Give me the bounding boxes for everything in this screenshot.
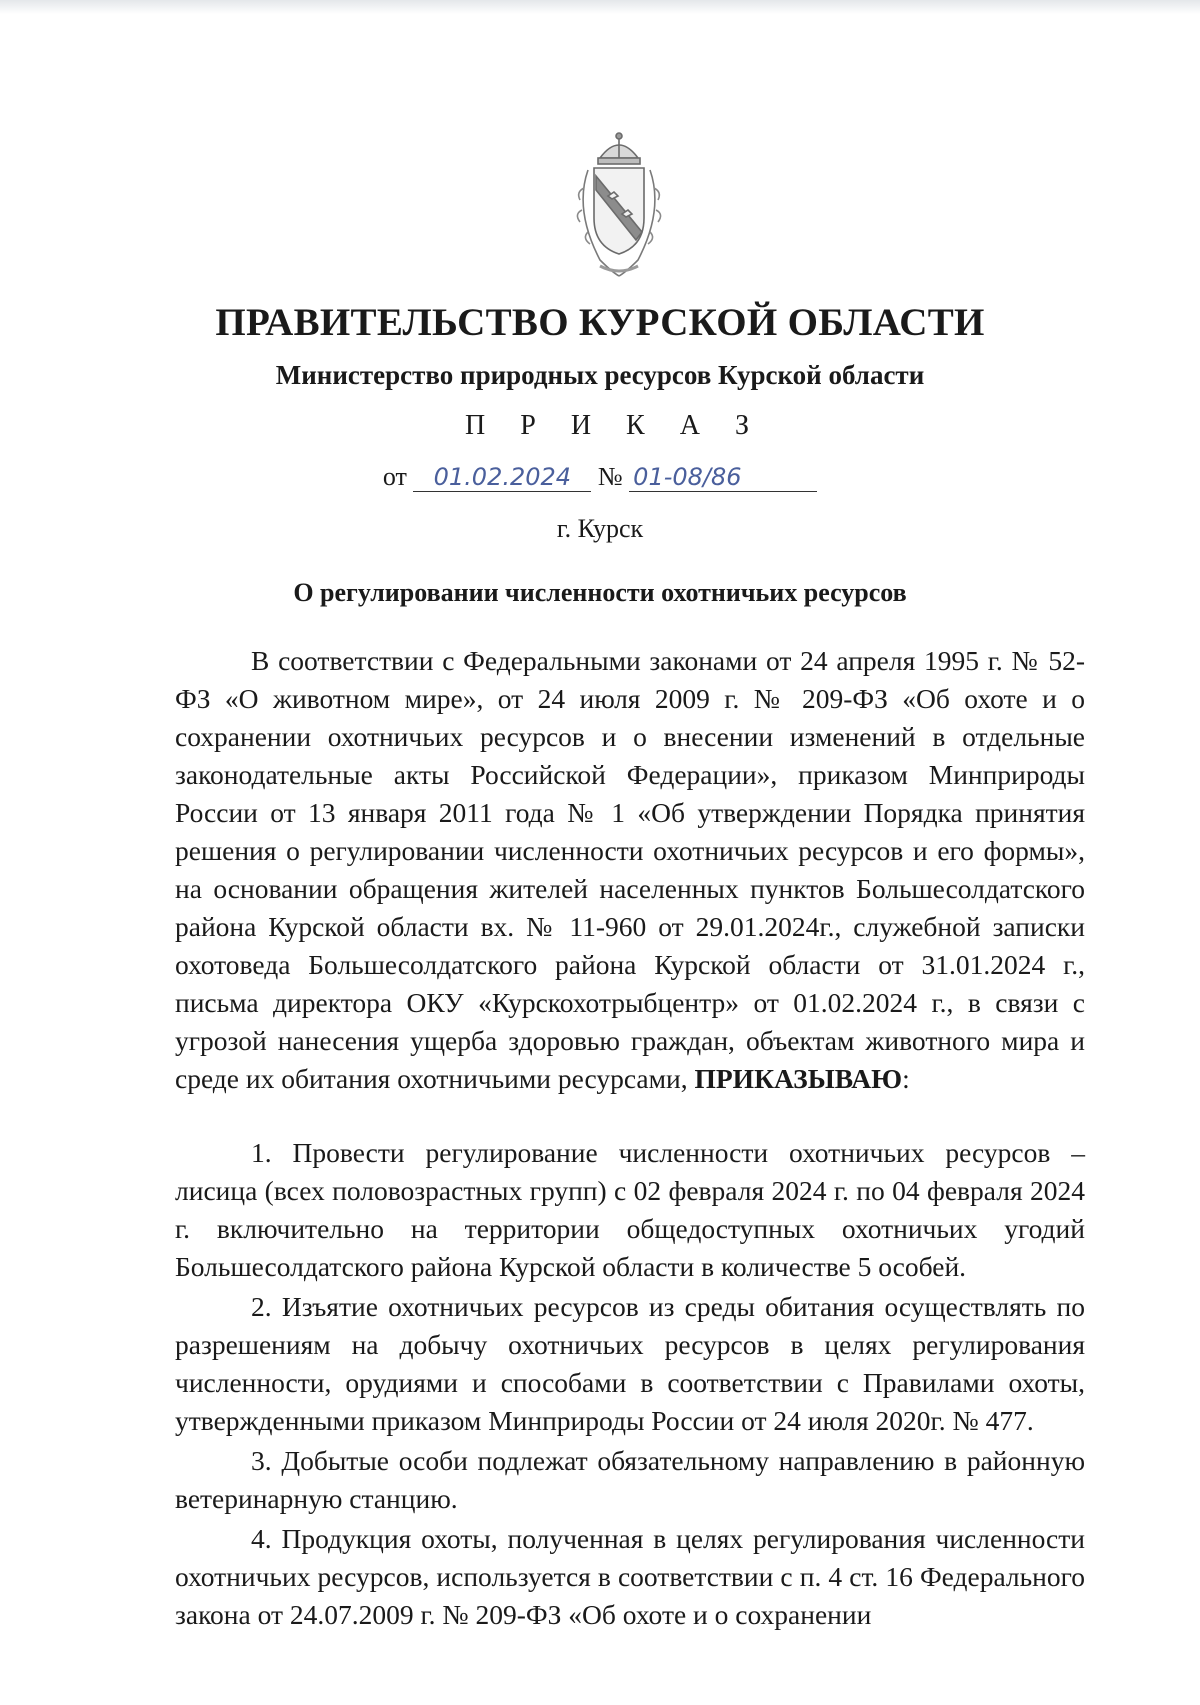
order-item	[175, 1134, 1085, 1286]
order-item	[175, 1288, 1085, 1440]
handwritten-number: 01-08/86	[629, 463, 817, 492]
ministry-name: Министерство природных ресурсов Курской области	[275, 360, 925, 390]
order-item	[175, 1442, 1085, 1518]
handwritten-date: 01.02.2024	[413, 463, 591, 492]
order-word: ПРИКАЗЫВАЮ	[694, 1063, 903, 1094]
order-item-text: 3. Добытые особи подлежат обязательному направлению в районную ветеринарную станцию.	[175, 1445, 1085, 1514]
document-subject: О регулировании численности охотничьих ресурсов	[293, 578, 907, 607]
date-prefix: от	[382, 462, 407, 491]
order-item-text: 1. Провести регулирование численности охотничьих ресурсов – лисица (всех половозрастных групп) с 02 февраля 2024 г. по 04 февраля 2024 г. включительно на территории общедоступных охотничьих угодий Большесолдатского района Курской области в количестве 5 особей.	[175, 1137, 1085, 1282]
number-prefix: №	[597, 462, 623, 491]
preamble-paragraph	[175, 642, 1085, 1098]
order-suffix: :	[902, 1063, 910, 1094]
preamble-text: В соответствии с Федеральными законами от 24 апреля 1995 г. № 52-ФЗ «О животном мире», от 24 июля 2009 г. № 209-ФЗ «Об охоте и о сохранении охотничьих ресурсов и о внесении изменений в отдельные законодательные акты Российской Федерации», приказом Минприроды России от 13 января 2011 года № 1 «Об утверждении Порядка принятия решения о регулировании численности охотничьих ресурсов и его формы», на основании обращения жителей населенных пунктов Большесолдатского района Курской области вх. № 11-960 от 29.01.2024г., служебной записки охотоведа Большесолдатского района Курской области от 31.01.2024 г., письма директора ОКУ «Курскохотрыбцентр» от 01.02.2024 г., в связи с угрозой нанесения ущерба здоровью граждан, объектам животного мира и среде их обитания охотничьими ресурсами,	[175, 645, 1085, 1094]
document-type: П Р И К А З	[465, 410, 763, 441]
city: г. Курск	[556, 514, 644, 543]
coat-of-arms-icon	[560, 130, 678, 280]
government-title: ПРАВИТЕЛЬСТВО КУРСКОЙ ОБЛАСТИ	[215, 301, 985, 344]
order-item-text: 2. Изъятие охотничьих ресурсов из среды обитания осуществлять по разрешениям на добычу охотничьих ресурсов в целях регулирования численности, орудиями и способами в соответствии с Правилами охоты, утвержденными приказом Минприроды России от 24 июля 2020г. № 477.	[175, 1291, 1085, 1436]
scan-edge	[0, 0, 1200, 14]
order-item	[175, 1520, 1085, 1634]
order-item-text: 4. Продукция охоты, полученная в целях регулирования численности охотничьих ресурсов, используется в соответствии с п. 4 ст. 16 Федерального закона от 24.07.2009 г. № 209-ФЗ «Об охоте и о сохранении	[175, 1523, 1085, 1630]
date-number-line	[0, 462, 1200, 492]
